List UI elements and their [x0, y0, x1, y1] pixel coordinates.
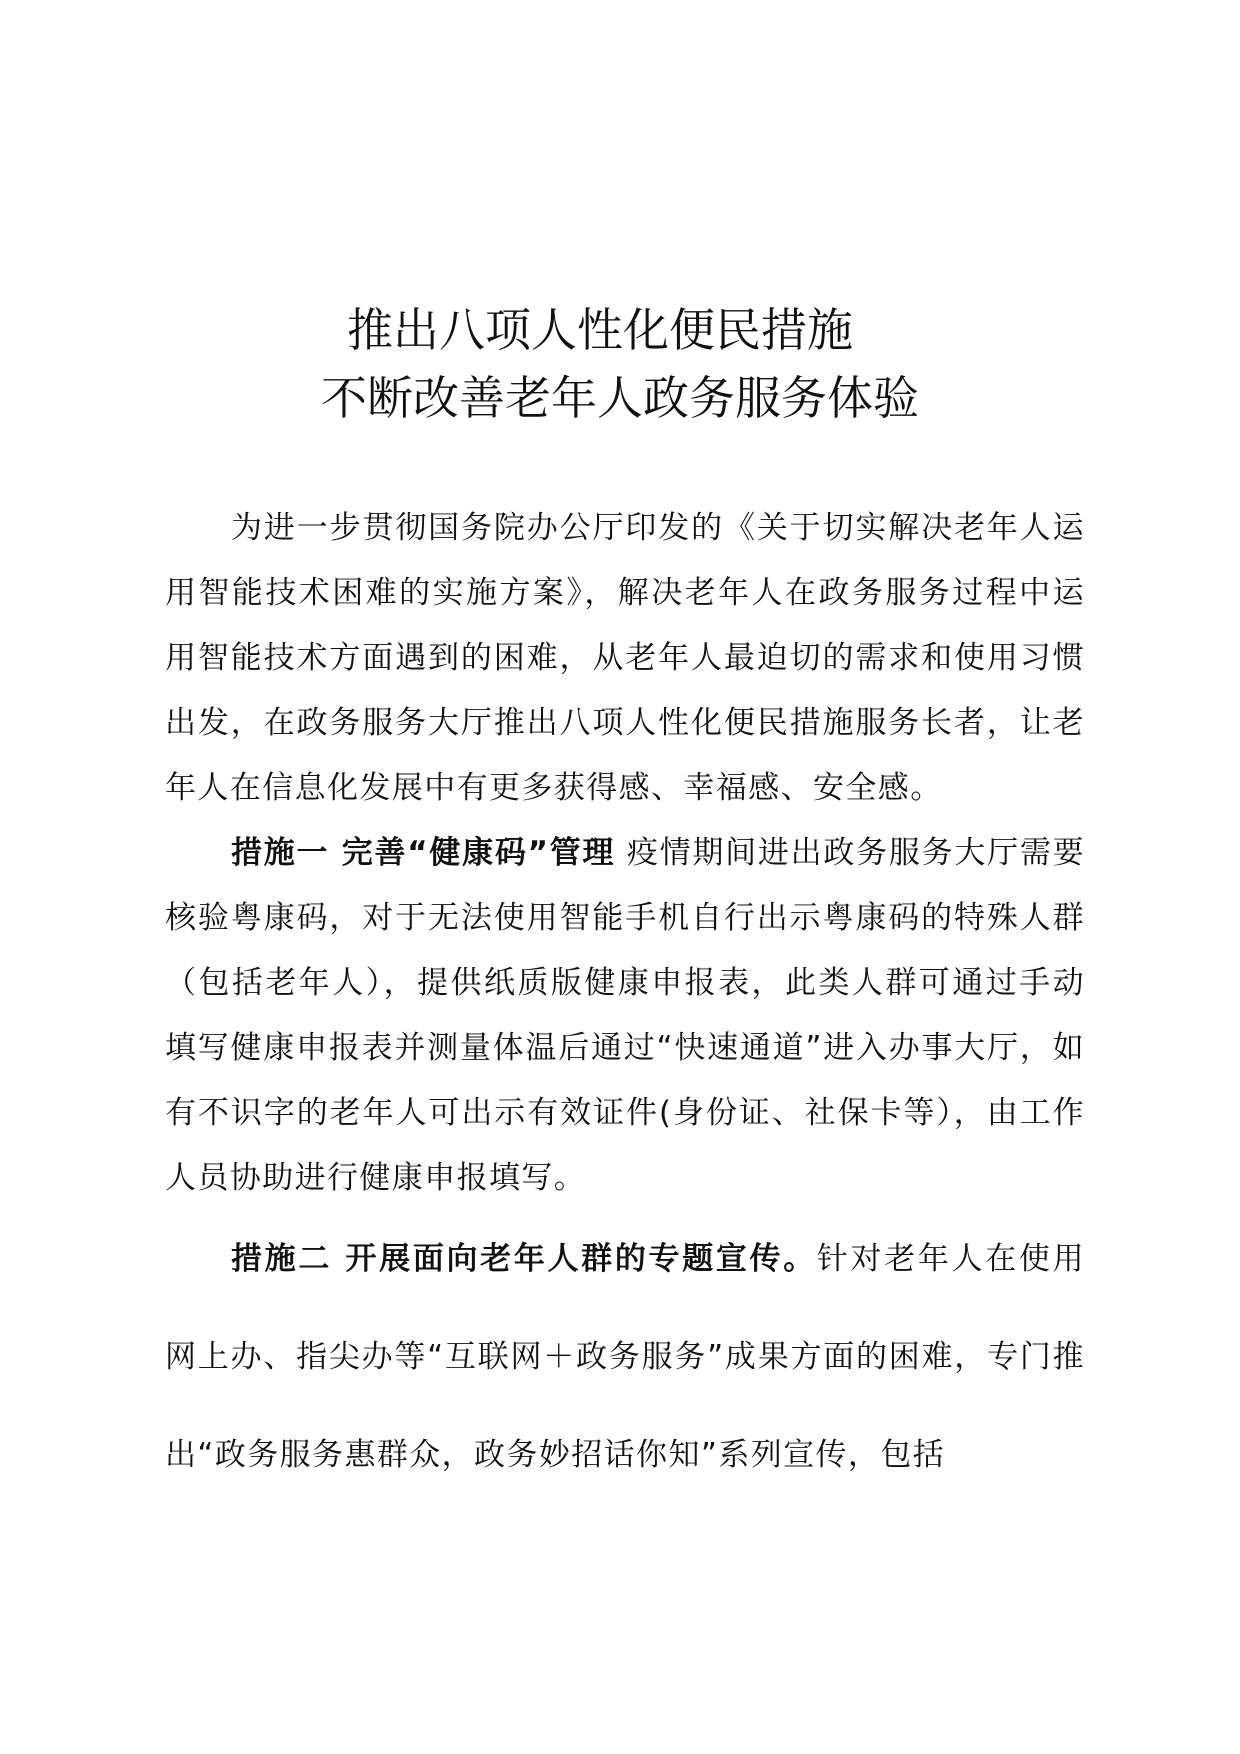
- paragraph-intro-text: 为进一步贯彻国务院办公厅印发的《关于切实解决老年人运用智能技术困难的实施方案》，解决老年人在政务服务过程中运用智能技术方面遇到的困难，从老年人最迫切的需求和使用习惯出发，在政务服务大厅推出八项人性化便民措施服务长者，让老年人在信息化发展中有更多获得感、幸福感、安全感。: [165, 510, 1085, 806]
- document-title-line-1: 推出八项人性化便民措施: [347, 303, 853, 357]
- measure-1-heading: 措施一 完善“健康码”管理: [231, 835, 616, 871]
- paragraph-intro: [165, 496, 1085, 821]
- measure-2-heading: 措施二 开展面向老年人群的专题宣传。: [231, 1241, 817, 1277]
- paragraph-measure-2: [165, 1210, 1085, 1504]
- measure-2-text: 针对老年人在使用网上办、指尖办等“互联网＋政务服务”成果方面的困难，专门推出“政务服务惠群众，政务妙招话你知”系列宣传，包括: [165, 1241, 1085, 1473]
- paragraph-measure-1: [165, 821, 1085, 1211]
- measure-1-text: 疫情期间进出政务服务大厅需要核验粤康码，对于无法使用智能手机自行出示粤康码的特殊人群（包括老年人），提供纸质版健康申报表，此类人群可通过手动填写健康申报表并测量体温后通过“快速通道”进入办事大厅，如有不识字的老年人可出示有效证件(身份证、社保卡等），由工作人员协助进行健康申报填写。: [165, 835, 1085, 1196]
- document-title-line-2: 不断改善老年人政务服务体验: [321, 371, 919, 425]
